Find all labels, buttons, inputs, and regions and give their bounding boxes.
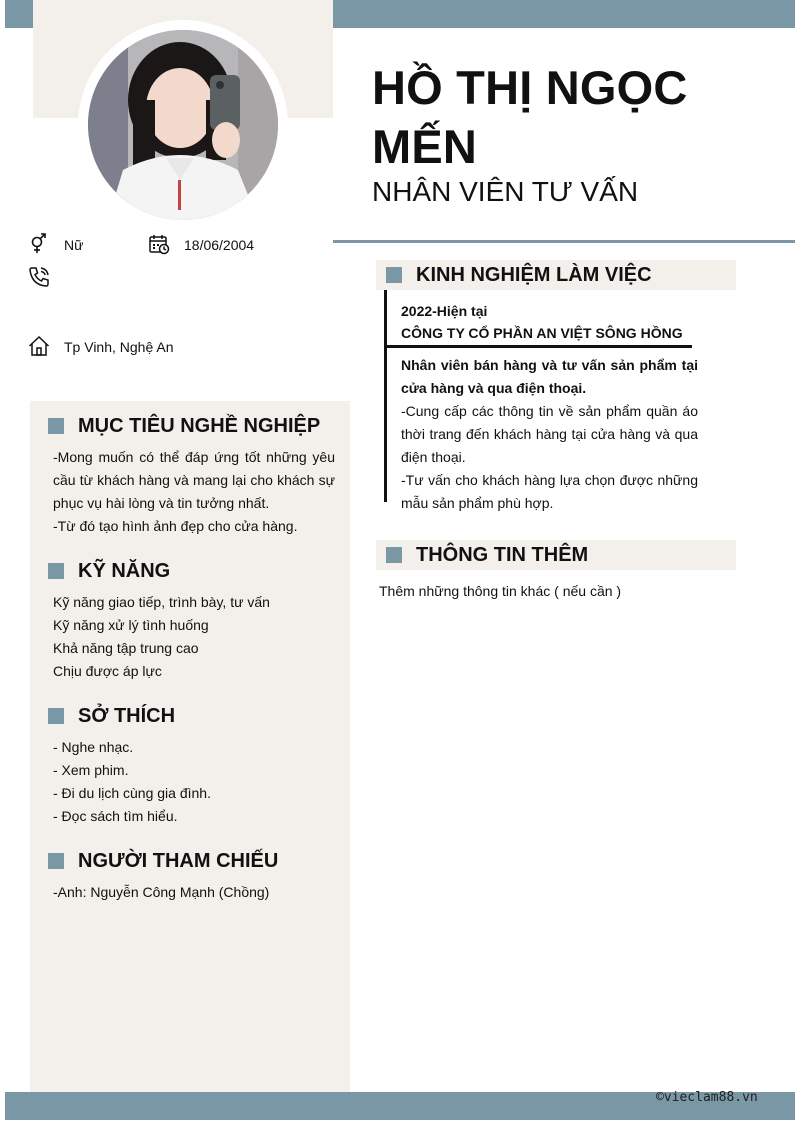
list-item: Kỹ năng giao tiếp, trình bày, tư vấn bbox=[53, 594, 270, 610]
calendar-icon bbox=[148, 233, 170, 255]
experience-duty: -Cung cấp các thông tin về sản phẩm quần áo thời trang đến khách hàng tại cửa hàng và qua điện thoại. bbox=[401, 403, 698, 465]
avatar-photo bbox=[88, 30, 278, 220]
section-marker bbox=[386, 547, 402, 563]
watermark: ©vieclam88.vn bbox=[656, 1090, 758, 1105]
objective-heading-label: MỤC TIÊU NGHỀ NGHIỆP bbox=[78, 414, 321, 437]
experience-heading bbox=[376, 260, 736, 290]
home-icon bbox=[28, 335, 50, 357]
hobbies-list bbox=[53, 736, 335, 828]
additional-heading-label: THÔNG TIN THÊM bbox=[416, 543, 589, 566]
experience-company: CÔNG TY CỔ PHẦN AN VIỆT SÔNG HỒNG bbox=[401, 325, 683, 341]
objective-line: -Từ đó tạo hình ảnh đẹp cho cửa hàng. bbox=[53, 518, 298, 534]
candidate-name: HỒ THỊ NGỌC MẾN bbox=[372, 61, 688, 173]
additional-text: Thêm những thông tin khác ( nếu cần ) bbox=[379, 583, 622, 599]
section-marker bbox=[48, 418, 64, 434]
job-title: NHÂN VIÊN TƯ VẤN bbox=[372, 176, 639, 207]
references-heading-label: NGƯỜI THAM CHIẾU bbox=[78, 849, 279, 872]
objective-text bbox=[53, 446, 335, 538]
hobbies-heading bbox=[48, 701, 175, 731]
gender-icon bbox=[28, 233, 50, 255]
experience-details bbox=[401, 354, 698, 515]
list-item: Khả năng tập trung cao bbox=[53, 640, 199, 656]
objective-line: -Mong muốn có thể đáp ứng tốt những yêu cầu từ khách hàng và mang lại cho khách sự phục vụ hài lòng và tin tưởng nhất. bbox=[53, 449, 335, 511]
list-item: - Đi du lịch cùng gia đình. bbox=[53, 785, 211, 801]
skills-list bbox=[53, 591, 335, 683]
references-heading bbox=[48, 846, 278, 876]
section-marker bbox=[386, 267, 402, 283]
address-value: Tp Vinh, Nghệ An bbox=[64, 339, 174, 355]
phone-icon bbox=[28, 266, 50, 288]
section-marker bbox=[48, 708, 64, 724]
hobbies-heading-label: SỞ THÍCH bbox=[78, 704, 176, 727]
list-item: Kỹ năng xử lý tình huống bbox=[53, 617, 209, 633]
gender-value: Nữ bbox=[64, 237, 84, 253]
title-divider bbox=[333, 240, 795, 243]
timeline-divider bbox=[384, 345, 692, 348]
objective-heading bbox=[48, 411, 320, 441]
experience-period: 2022-Hiện tại bbox=[401, 303, 488, 319]
section-marker bbox=[48, 563, 64, 579]
birthdate-value: 18/06/2004 bbox=[184, 237, 255, 253]
avatar bbox=[88, 30, 278, 220]
list-item: Chịu được áp lực bbox=[53, 663, 162, 679]
additional-heading bbox=[376, 540, 736, 570]
section-marker bbox=[48, 853, 64, 869]
skills-heading-label: KỸ NĂNG bbox=[78, 559, 171, 582]
list-item: - Nghe nhạc. bbox=[53, 739, 134, 755]
list-item: -Anh: Nguyễn Công Mạnh (Chồng) bbox=[53, 884, 270, 900]
experience-position: Nhân viên bán hàng và tư vấn sản phẩm tại cửa hàng và qua điện thoại. bbox=[401, 357, 698, 396]
timeline-line bbox=[384, 290, 387, 502]
list-item: - Đọc sách tìm hiểu. bbox=[53, 808, 178, 824]
references-list bbox=[53, 881, 335, 904]
list-item: - Xem phim. bbox=[53, 762, 129, 778]
experience-heading-label: KINH NGHIỆM LÀM VIỆC bbox=[416, 263, 652, 286]
experience-duty: -Tư vấn cho khách hàng lựa chọn được những mẫu sản phẩm phù hợp. bbox=[401, 472, 698, 511]
skills-heading bbox=[48, 556, 170, 586]
